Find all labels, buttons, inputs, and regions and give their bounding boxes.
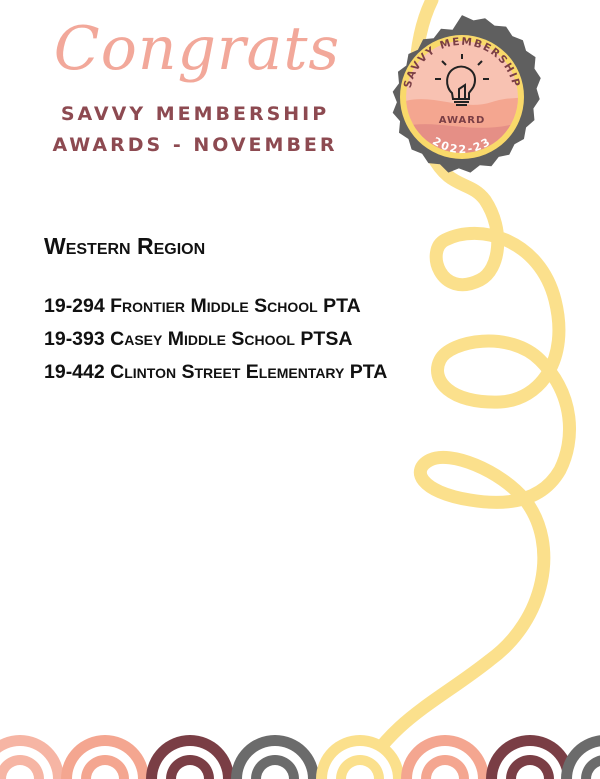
award-entry: 19-294 Frontier Middle School PTA xyxy=(44,295,361,317)
award-list xyxy=(44,290,387,389)
page-title: Congrats xyxy=(53,14,341,84)
rainbow-border xyxy=(0,735,600,779)
subtitle-line-1: SAVVY MEMBERSHIP xyxy=(60,103,330,125)
region-heading: Western Region xyxy=(44,233,206,259)
award-entry: 19-393 Casey Middle School PTSA xyxy=(44,328,353,350)
subtitle-line-2: AWARDS - NOVEMBER xyxy=(52,134,338,156)
award-entry: 19-442 Clinton Street Elementary PTA xyxy=(44,361,388,383)
badge-award-label: AWARD xyxy=(438,115,486,126)
badge-top-text: SAVVY MEMBERSHIP xyxy=(401,35,523,90)
badge-year: 2022-23 xyxy=(430,134,494,157)
